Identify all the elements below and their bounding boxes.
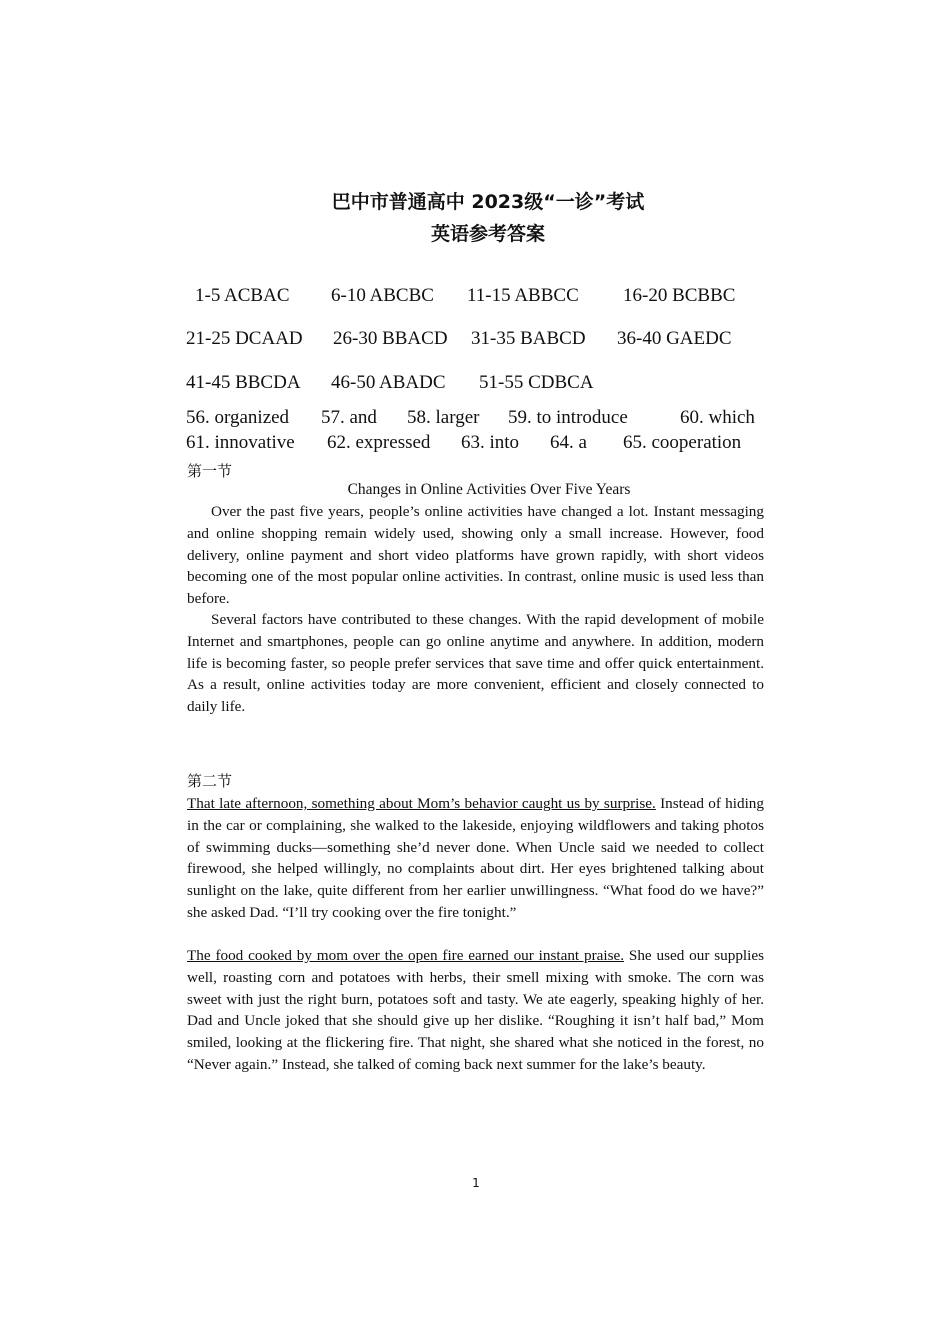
paragraph-text: She used our supplies well, roasting corn and potatoes with herbs, their smell mixing with smoke. The corn was sweet with just the right burn, potatoes soft and tasty. We ate eagerly, speaking highly of her. Dad and Uncle joked that she should give up her dislike. “Roughing it isn’t half bad,” Mom smiled, looking at the flickering fire. That night, she shared what she noticed in the forest, no “Never again.” Instead, she talked of coming back next summer for the lake’s beauty. [187, 947, 764, 1073]
fill-in-answer: 56. organized [186, 407, 290, 428]
answer-group: 16-20 BCBBC [623, 285, 736, 306]
paragraph-text: Instead of hiding in the car or complaining, she walked to the lakeside, enjoying wildflowers and taking photos of swimming ducks—something she’d never done. When Uncle said we needed to collect firewood, she helped willingly, no complaints about dirt. Her eyes brightened talking about sunlight on the lake, quite different from her earlier unwillingness. “What food do we have?” she asked Dad. “I’ll try cooking over the fire tonight.” [187, 795, 764, 921]
answer-group: 51-55 CDBCA [479, 372, 594, 393]
exam-title: 巴中市普通高中 2023级“一诊”考试 [331, 191, 645, 213]
fill-in-answer: 60. which [680, 407, 755, 428]
answer-group: 1-5 ACBAC [195, 285, 290, 306]
fill-in-answer: 58. larger [407, 407, 480, 428]
answer-group: 21-25 DCAAD [186, 328, 303, 349]
given-sentence: That late afternoon, something about Mom’s behavior caught us by surprise. [187, 795, 656, 812]
answer-group: 46-50 ABADC [331, 372, 446, 393]
continuation-paragraph-2 [187, 945, 764, 1076]
answer-group: 36-40 GAEDC [617, 328, 732, 349]
answer-group: 11-15 ABBCC [467, 285, 579, 306]
answer-group: 6-10 ABCBC [331, 285, 434, 306]
section-2-label: 第二节 [187, 772, 233, 790]
essay-title: Changes in Online Activities Over Five Years [347, 481, 631, 498]
essay-paragraph: Over the past five years, people’s online activities have changed a lot. Instant messaging and online shopping remain widely used, showing only a small increase. However, food delivery, online payment and short video platforms have grown rapidly, with short videos becoming one of the most popular online activities. In contrast, online music is used less than before. [187, 503, 764, 608]
fill-in-answer: 57. and [321, 407, 377, 428]
continuation-paragraph-1 [187, 793, 764, 924]
answer-group: 41-45 BBCDA [186, 372, 301, 393]
page-number: 1 [472, 1176, 480, 1190]
answer-group: 31-35 BABCD [471, 328, 586, 349]
fill-in-answer: 64. a [550, 432, 587, 453]
given-sentence: The food cooked by mom over the open fire earned our instant praise. [187, 947, 625, 964]
fill-in-answer: 62. expressed [327, 432, 431, 453]
exam-subtitle: 英语参考答案 [430, 223, 545, 245]
fill-in-answer: 61. innovative [186, 432, 295, 453]
fill-in-answer: 65. cooperation [623, 432, 742, 453]
answer-group: 26-30 BBACD [333, 328, 448, 349]
fill-in-answer: 63. into [461, 432, 520, 453]
essay-paragraph: Several factors have contributed to these changes. With the rapid development of mobile Internet and smartphones, people can go online anytime and anywhere. In addition, modern life is becoming faster, so people prefer services that save time and offer quick entertainment. As a result, online activities today are more convenient, efficient and closely connected to daily life. [187, 611, 764, 716]
section-1-label: 第一节 [187, 462, 233, 480]
fill-in-answer: 59. to introduce [508, 407, 628, 428]
title-block [0, 186, 950, 250]
